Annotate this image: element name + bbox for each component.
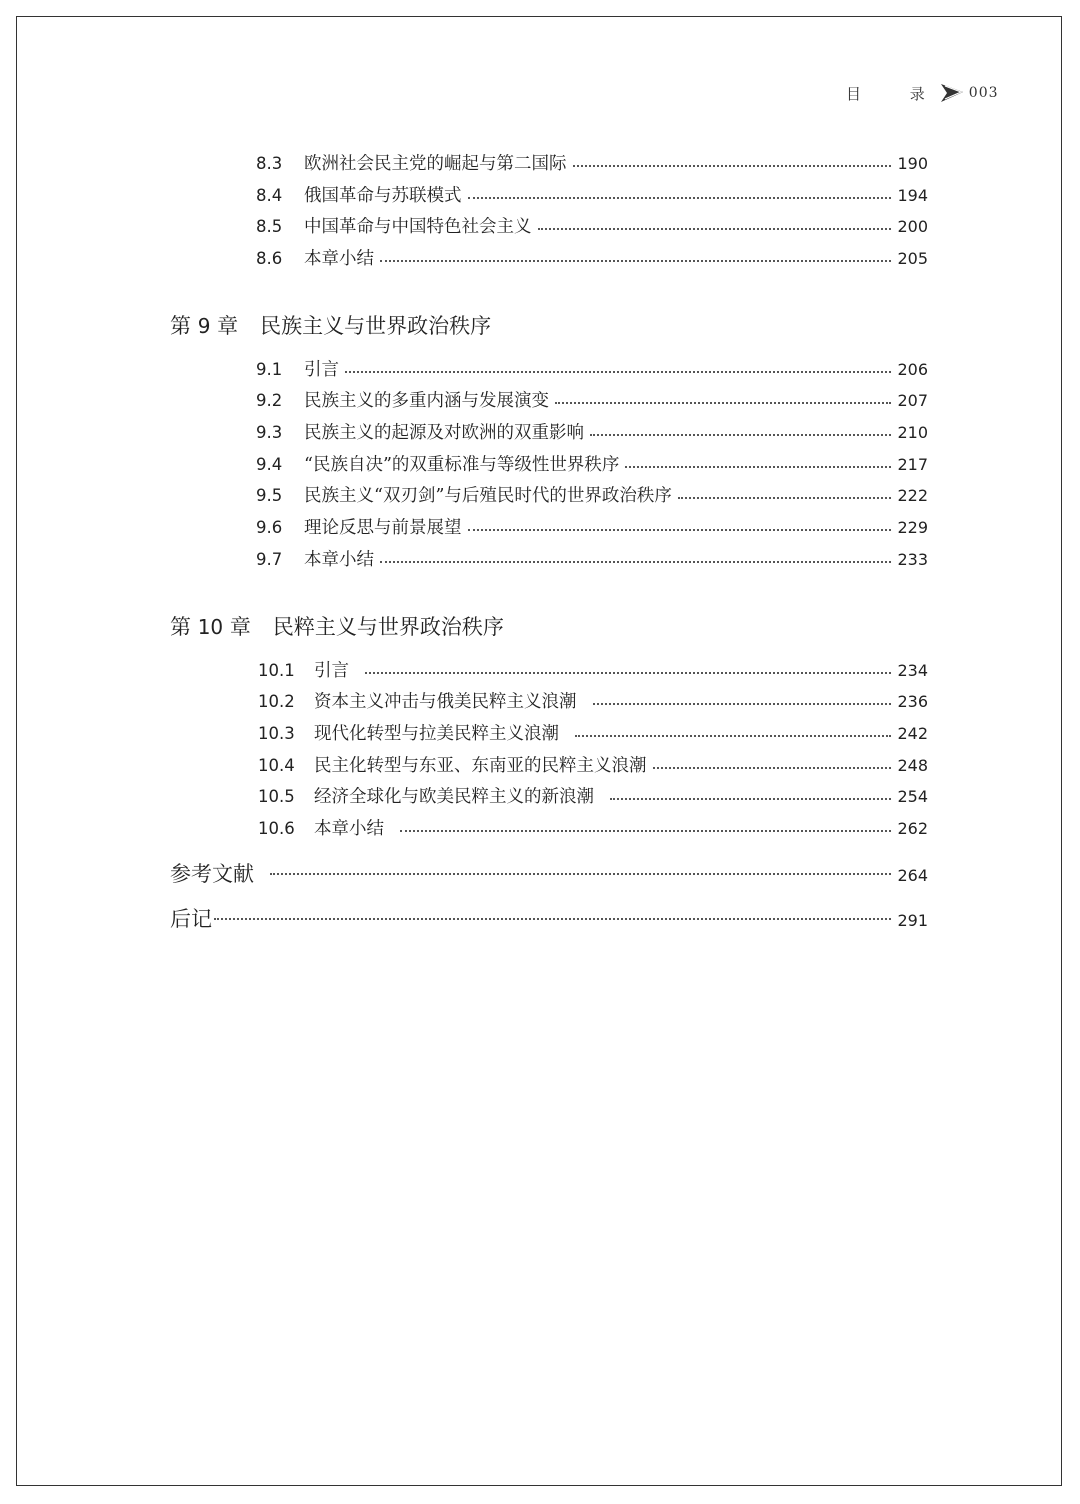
toc-entry-9-4[interactable]	[256, 451, 928, 477]
section-number: 8.3	[256, 154, 283, 173]
section-number: 9.5	[256, 486, 283, 505]
toc-entry-9-1[interactable]	[256, 356, 928, 382]
dot-leader	[593, 703, 892, 705]
section-page: 254	[897, 787, 928, 806]
toc-entry-10-6[interactable]	[258, 815, 928, 841]
section-page: 242	[897, 724, 928, 743]
section-page: 229	[897, 518, 928, 537]
toc-entry-9-6[interactable]	[256, 514, 928, 540]
toc-entry-8-6[interactable]	[256, 245, 928, 271]
section-title: 欧洲社会民主党的崛起与第二国际	[304, 154, 567, 174]
dot-leader	[575, 735, 891, 737]
chapter-title: 民族主义与世界政治秩序	[260, 314, 492, 338]
toc-entry-9-5[interactable]	[256, 482, 928, 508]
dot-leader	[345, 371, 891, 373]
section-page: 236	[897, 692, 928, 711]
section-number: 9.7	[256, 550, 283, 569]
section-number: 9.1	[256, 360, 283, 379]
section-title: 俄国革命与苏联模式	[304, 186, 462, 206]
toc-entry-references[interactable]	[170, 858, 928, 884]
dot-leader	[380, 260, 891, 262]
section-number: 9.3	[256, 423, 283, 442]
section-page: 206	[897, 360, 928, 379]
section-title: 本章小结	[304, 550, 374, 570]
toc-entry-10-3[interactable]	[258, 720, 928, 746]
afterword-page: 291	[897, 911, 928, 930]
section-number: 9.6	[256, 518, 283, 537]
toc-entry-10-4[interactable]	[258, 752, 928, 778]
section-number: 8.5	[256, 217, 283, 236]
toc-entry-10-2[interactable]	[258, 688, 928, 714]
references-title: 参考文献	[170, 862, 254, 886]
dot-leader	[468, 529, 892, 531]
dot-leader	[573, 165, 892, 167]
section-page: 207	[897, 391, 928, 410]
dot-leader	[625, 466, 891, 468]
toc-entry-9-7[interactable]	[256, 546, 928, 572]
section-number: 10.6	[258, 819, 295, 838]
dot-leader	[214, 918, 891, 920]
section-title: 中国革命与中国特色社会主义	[304, 217, 532, 237]
section-title: 民主化转型与东亚、东南亚的民粹主义浪潮	[314, 756, 647, 776]
section-page: 200	[897, 217, 928, 236]
dot-leader	[653, 767, 892, 769]
dot-leader	[538, 228, 892, 230]
section-title: 民族主义的多重内涵与发展演变	[304, 391, 549, 411]
section-number: 9.4	[256, 455, 283, 474]
section-number: 10.1	[258, 661, 295, 680]
section-page: 233	[897, 550, 928, 569]
section-title: “民族自决”的双重标准与等级性世界秩序	[304, 455, 620, 475]
section-title: 民族主义“双刃剑”与后殖民时代的世界政治秩序	[304, 486, 672, 506]
section-title: 本章小结	[314, 819, 384, 839]
section-page: 248	[897, 756, 928, 775]
running-header	[846, 80, 999, 106]
section-page: 217	[897, 455, 928, 474]
toc-entry-8-3[interactable]	[256, 150, 928, 176]
section-title: 理论反思与前景展望	[304, 518, 462, 538]
section-number: 8.4	[256, 186, 283, 205]
toc-entry-10-1[interactable]	[258, 657, 928, 683]
section-title: 经济全球化与欧美民粹主义的新浪潮	[314, 787, 594, 807]
toc-entry-9-3[interactable]	[256, 419, 928, 445]
section-title: 引言	[304, 360, 339, 380]
toc-entry-8-5[interactable]	[256, 213, 928, 239]
dot-leader	[468, 197, 892, 199]
section-number: 10.4	[258, 756, 295, 775]
dot-leader	[270, 873, 891, 875]
dot-leader	[590, 434, 891, 436]
section-page: 190	[897, 154, 928, 173]
dot-leader	[678, 497, 892, 499]
header-title: 目 录	[846, 84, 947, 103]
section-page: 222	[897, 486, 928, 505]
dot-leader	[555, 402, 891, 404]
references-page: 264	[897, 866, 928, 885]
chapter-number: 第 9 章	[170, 314, 239, 338]
section-title: 资本主义冲击与俄美民粹主义浪潮	[314, 692, 577, 712]
section-page: 262	[897, 819, 928, 838]
section-number: 10.2	[258, 692, 295, 711]
chapter-9-heading[interactable]	[170, 310, 491, 340]
dot-leader	[400, 830, 891, 832]
section-number: 8.6	[256, 249, 283, 268]
chapter-number: 第 10 章	[170, 615, 251, 639]
section-title: 民族主义的起源及对欧洲的双重影响	[304, 423, 584, 443]
toc-entry-9-2[interactable]	[256, 387, 928, 413]
dot-leader	[365, 672, 891, 674]
toc-entry-10-5[interactable]	[258, 783, 928, 809]
dot-leader	[380, 561, 891, 563]
dot-leader	[610, 798, 891, 800]
section-title: 现代化转型与拉美民粹主义浪潮	[314, 724, 559, 744]
section-number: 10.5	[258, 787, 295, 806]
header-page-number: 003	[968, 85, 999, 101]
section-title: 本章小结	[304, 249, 374, 269]
section-page: 205	[897, 249, 928, 268]
toc-entry-8-4[interactable]	[256, 182, 928, 208]
chapter-10-heading[interactable]	[170, 611, 504, 641]
section-page: 210	[897, 423, 928, 442]
section-number: 10.3	[258, 724, 295, 743]
toc-entry-afterword[interactable]	[170, 903, 928, 929]
section-number: 9.2	[256, 391, 283, 410]
section-page: 194	[897, 186, 928, 205]
chapter-title: 民粹主义与世界政治秩序	[272, 615, 504, 639]
section-page: 234	[897, 661, 928, 680]
afterword-title: 后记	[170, 907, 212, 931]
section-title: 引言	[314, 661, 349, 681]
header-ornament-icon	[939, 82, 965, 104]
